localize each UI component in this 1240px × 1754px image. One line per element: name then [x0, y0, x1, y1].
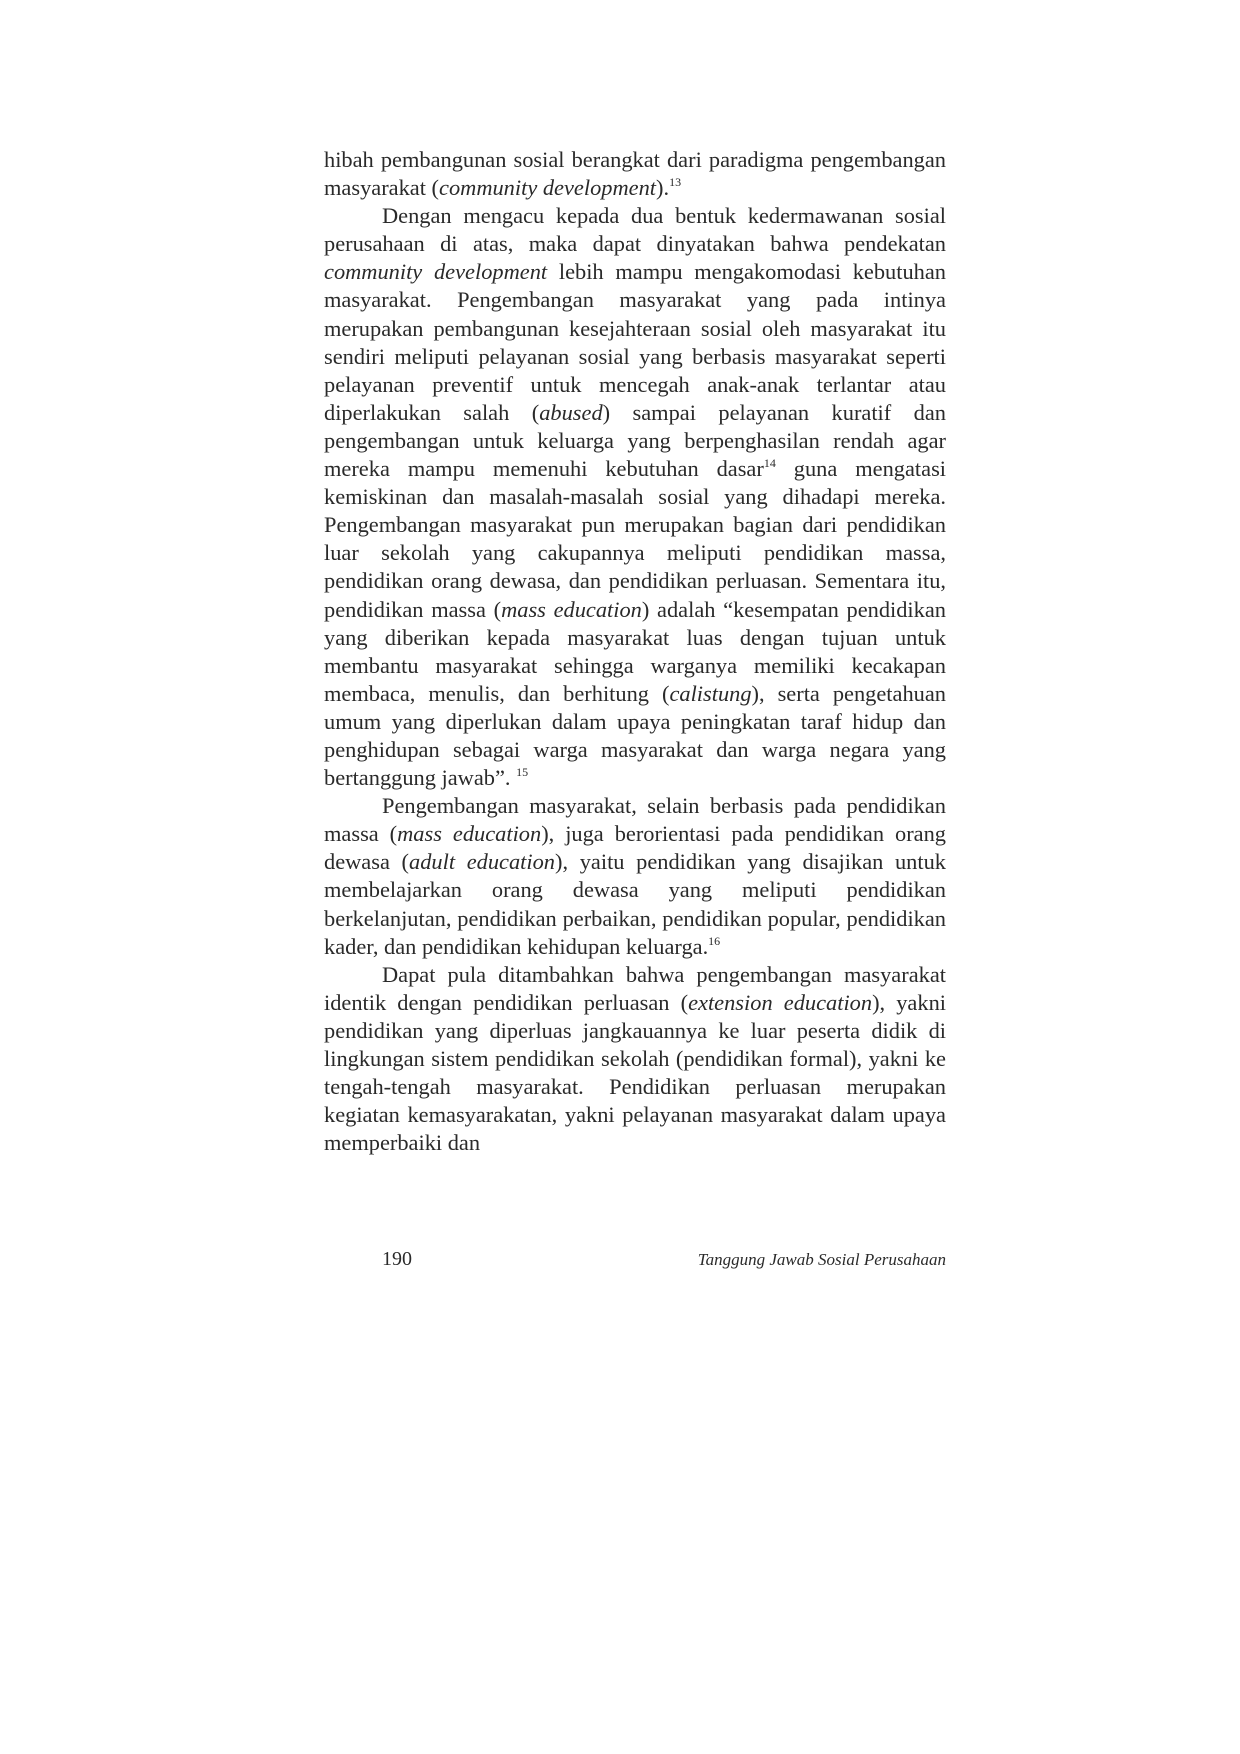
- paragraph: [324, 146, 946, 202]
- text-run: Dapat pula ditambahkan bahwa pengembangan masyarakat identik dengan pendidikan perluasan (: [324, 961, 946, 1015]
- page-footer: [324, 1248, 946, 1276]
- footnote-ref: 15: [516, 765, 529, 780]
- italic-term: community development: [324, 259, 548, 285]
- paragraph: [324, 202, 946, 792]
- text-run: ), yakni pendidikan yang diperluas jangkauannya ke luar peserta didik di lingkungan sistem pendidikan sekolah (pendidikan formal), yakni ke tengah-tengah masyarakat. Pendidikan perluasan merupakan kegiatan kemasyarakatan, yakni pelayanan masyarakat dalam upaya memperbaiki dan: [324, 989, 946, 1156]
- body-text: [324, 146, 946, 1157]
- text-run: ), serta pengetahuan umum yang diperlukan dalam upaya peningkatan taraf hidup dan penghidupan sebagai warga masyarakat dan warga negara yang bertanggung jawab”.: [324, 680, 946, 791]
- italic-term: adult education: [409, 849, 555, 875]
- footnote-ref: 16: [708, 933, 721, 948]
- italic-term: abused: [539, 399, 603, 425]
- text-run: ) adalah “kesempatan pendidikan yang diberikan kepada masyarakat luas dengan tujuan untuk membantu masyarakat sehingga warganya memiliki kecakapan membaca, menulis, dan berhitung (: [324, 596, 946, 706]
- footnote-ref: 14: [763, 456, 776, 471]
- paragraph: [324, 961, 946, 1158]
- page-number: 190: [382, 1248, 412, 1270]
- footnote-ref: 13: [669, 175, 682, 190]
- text-run: ).: [656, 175, 670, 201]
- text-run: hibah pembangunan sosial berangkat dari paradigma pengembangan masyarakat (: [324, 147, 946, 201]
- running-title: Tanggung Jawab Sosial Perusahaan: [697, 1250, 946, 1269]
- text-run: Dengan mengacu kepada dua bentuk kedermawanan sosial perusahaan di atas, maka dapat dinyatakan bahwa pendekatan: [324, 203, 946, 257]
- italic-term: mass education: [501, 596, 642, 622]
- text-run: ), juga berorientasi pada pendidikan orang dewasa (: [324, 821, 946, 875]
- italic-term: mass education: [397, 821, 542, 847]
- italic-term: calistung: [669, 680, 752, 706]
- text-run: lebih mampu mengakomodasi kebutuhan masyarakat. Pengembangan masyarakat yang pada intinya merupakan pembangunan kesejahteraan sosial oleh masyarakat itu sendiri meliputi pelayanan sosial yang berbasis masyarakat seperti pelayanan preventif untuk mencegah anak-anak terlantar atau diperlakukan salah (: [324, 259, 946, 425]
- paragraph: [324, 792, 946, 961]
- italic-term: extension education: [688, 989, 873, 1015]
- text-run: Pengembangan masyarakat, selain berbasis pada pendidikan massa (: [324, 793, 946, 847]
- text-run: guna mengatasi kemiskinan dan masalah-masalah sosial yang dihadapi mereka. Pengembangan masyarakat pun merupakan bagian dari pendidikan luar sekolah yang cakupannya meliputi pendidikan massa, pendidikan orang dewasa, dan pendidikan perluasan. Sementara itu, pendidikan massa (: [324, 456, 947, 622]
- italic-term: community development: [439, 175, 657, 201]
- text-run: ), yaitu pendidikan yang disajikan untuk membelajarkan orang dewasa yang meliputi pendidikan berkelanjutan, pendidikan perbaikan, pendidikan popular, pendidikan kader, dan pendidikan kehidupan keluarga.: [324, 849, 946, 959]
- text-run: ) sampai pelayanan kuratif dan pengembangan untuk keluarga yang berpenghasilan rendah agar mereka mampu memenuhi kebutuhan dasar: [324, 399, 946, 482]
